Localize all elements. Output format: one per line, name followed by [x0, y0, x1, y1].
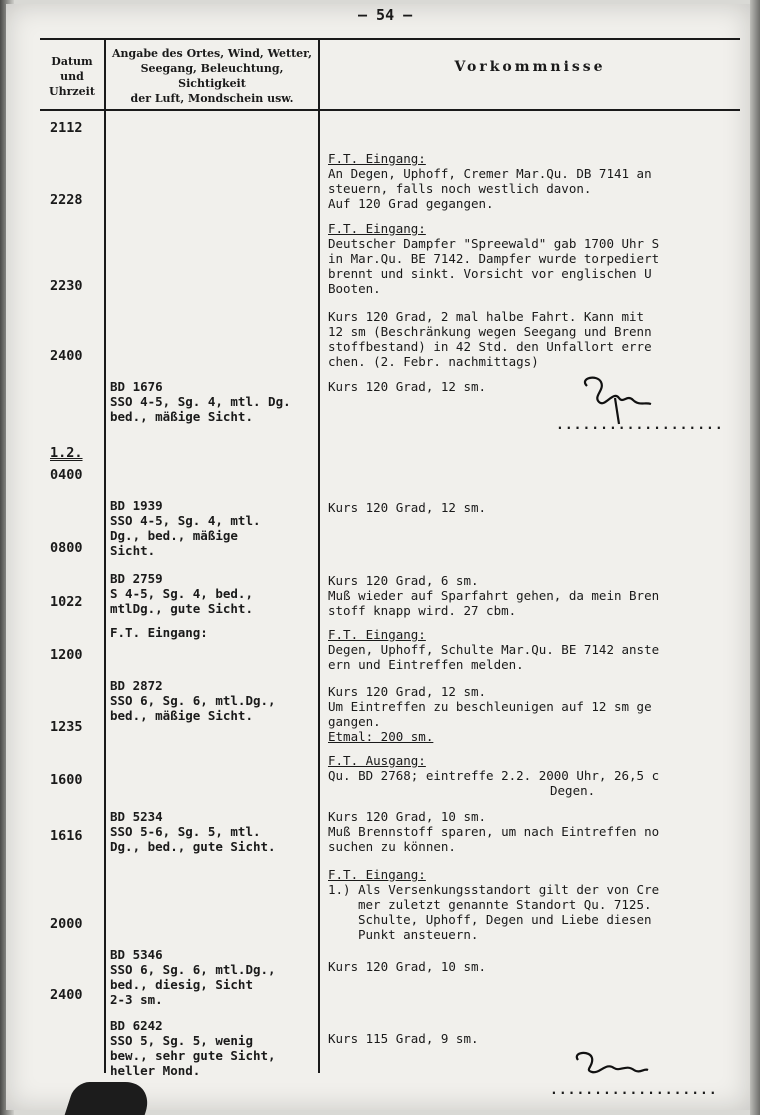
place-row-0800: BD 2759 S 4-5, Sg. 4, bed., mtlDg., gute Sicht.: [110, 571, 253, 616]
time-1200: 1200: [50, 647, 83, 663]
header-datum: Datum und Uhrzeit: [49, 55, 95, 98]
time-2400b: 2400: [50, 987, 83, 1003]
time-2000: 2000: [50, 916, 83, 932]
column-divider-2: [318, 38, 320, 1073]
events-row-1200: Kurs 120 Grad, 12 sm. Um Eintreffen zu beschleunigen auf 12 sm ge gangen. Etmal: 200 sm.: [328, 684, 652, 744]
time-2228: 2228: [50, 192, 83, 208]
place-row-1200: BD 2872 SSO 6, Sg. 6, mtl.Dg., bed., mäßige Sicht.: [110, 678, 276, 723]
header-vorkommnisse: Vorkommnisse: [454, 59, 606, 75]
signature-dotted-line-1: ...................: [556, 418, 724, 433]
events-row-1235: F.T. Ausgang: Qu. BD 2768; eintreffe 2.2. 2000 Uhr, 26,5 c Degen.: [328, 753, 660, 798]
table-top-rule: [40, 38, 740, 40]
place-row-1600: BD 5234 SSO 5-6, Sg. 5, mtl. Dg., bed., gute Sicht.: [110, 809, 276, 854]
events-row-1600: Kurs 120 Grad, 10 sm. Muß Brennstoff sparen, um nach Eintreffen no suchen zu können.: [328, 809, 660, 854]
signature-dotted-line-2: ...................: [550, 1083, 718, 1098]
page-edge-shadow: [750, 0, 760, 1115]
events-row-2000: Kurs 120 Grad, 10 sm.: [328, 959, 487, 974]
time-1235: 1235: [50, 719, 83, 735]
place-row-2400: BD 1676 SSO 4-5, Sg. 4, mtl. Dg. bed., mäßige Sicht.: [110, 379, 291, 424]
events-row-0800: Kurs 120 Grad, 6 sm. Muß wieder auf Sparfahrt gehen, da mein Bren stoff knapp wird. 27 cbm.: [328, 573, 660, 618]
time-1600: 1600: [50, 772, 83, 788]
place-row-2400b: BD 6242 SSO 5, Sg. 5, wenig bew., sehr gute Sicht, heller Mond.: [110, 1018, 276, 1078]
events-row-1022: F.T. Eingang: Degen, Uphoff, Schulte Mar.Qu. BE 7142 anste ern und Eintreffen melden.: [328, 627, 660, 672]
header-bottom-rule: [40, 109, 740, 111]
column-divider-1: [104, 38, 106, 1073]
events-row-2400b: Kurs 115 Grad, 9 sm.: [328, 1031, 479, 1046]
date-marker: 1.2.: [50, 445, 83, 461]
header-location: Angabe des Ortes, Wind, Wetter, Seegang, Beleuchtung, Sichtigkeit der Luft, Mondschein usw.: [111, 47, 313, 105]
time-2400: 2400: [50, 348, 83, 364]
page-number: – 54 –: [358, 6, 413, 24]
events-row-1616: F.T. Eingang: 1.) Als Versenkungsstandort gilt der von Cre mer zuletzt genannte Standort Qu. 7125. Schulte, Uphoff, Degen und Liebe diesen Punkt ansteuern.: [328, 867, 660, 942]
events-row-2228: F.T. Eingang: Deutscher Dampfer "Spreewald" gab 1700 Uhr S in Mar.Qu. BE 7142. Dampfer wurde torpediert brennt und sinkt. Vorsicht vor englischen U Booten.: [328, 221, 660, 296]
time-2112: 2112: [50, 120, 83, 136]
events-row-0400: Kurs 120 Grad, 12 sm.: [328, 500, 487, 515]
time-0800: 0800: [50, 540, 83, 556]
events-row-2230: Kurs 120 Grad, 2 mal halbe Fahrt. Kann mit 12 sm (Beschränkung wegen Seegang und Brenn stoffbestand) in 42 Std. den Unfallort erre chen. (2. Febr. nachmittags): [328, 309, 652, 369]
place-row-2000: BD 5346 SSO 6, Sg. 6, mtl.Dg., bed., diesig, Sicht 2-3 sm.: [110, 947, 276, 1007]
place-row-1022: F.T. Eingang:: [110, 625, 208, 640]
events-row-2400: Kurs 120 Grad, 12 sm.: [328, 379, 487, 394]
place-row-0400: BD 1939 SSO 4-5, Sg. 4, mtl. Dg., bed., mäßige Sicht.: [110, 498, 261, 558]
time-1616: 1616: [50, 828, 83, 844]
time-1022: 1022: [50, 594, 83, 610]
time-0400: 0400: [50, 467, 83, 483]
time-2230: 2230: [50, 278, 83, 294]
events-row-2112: F.T. Eingang: An Degen, Uphoff, Cremer Mar.Qu. DB 7141 an steuern, falls noch westlich davon. Auf 120 Grad gegangen.: [328, 151, 652, 211]
